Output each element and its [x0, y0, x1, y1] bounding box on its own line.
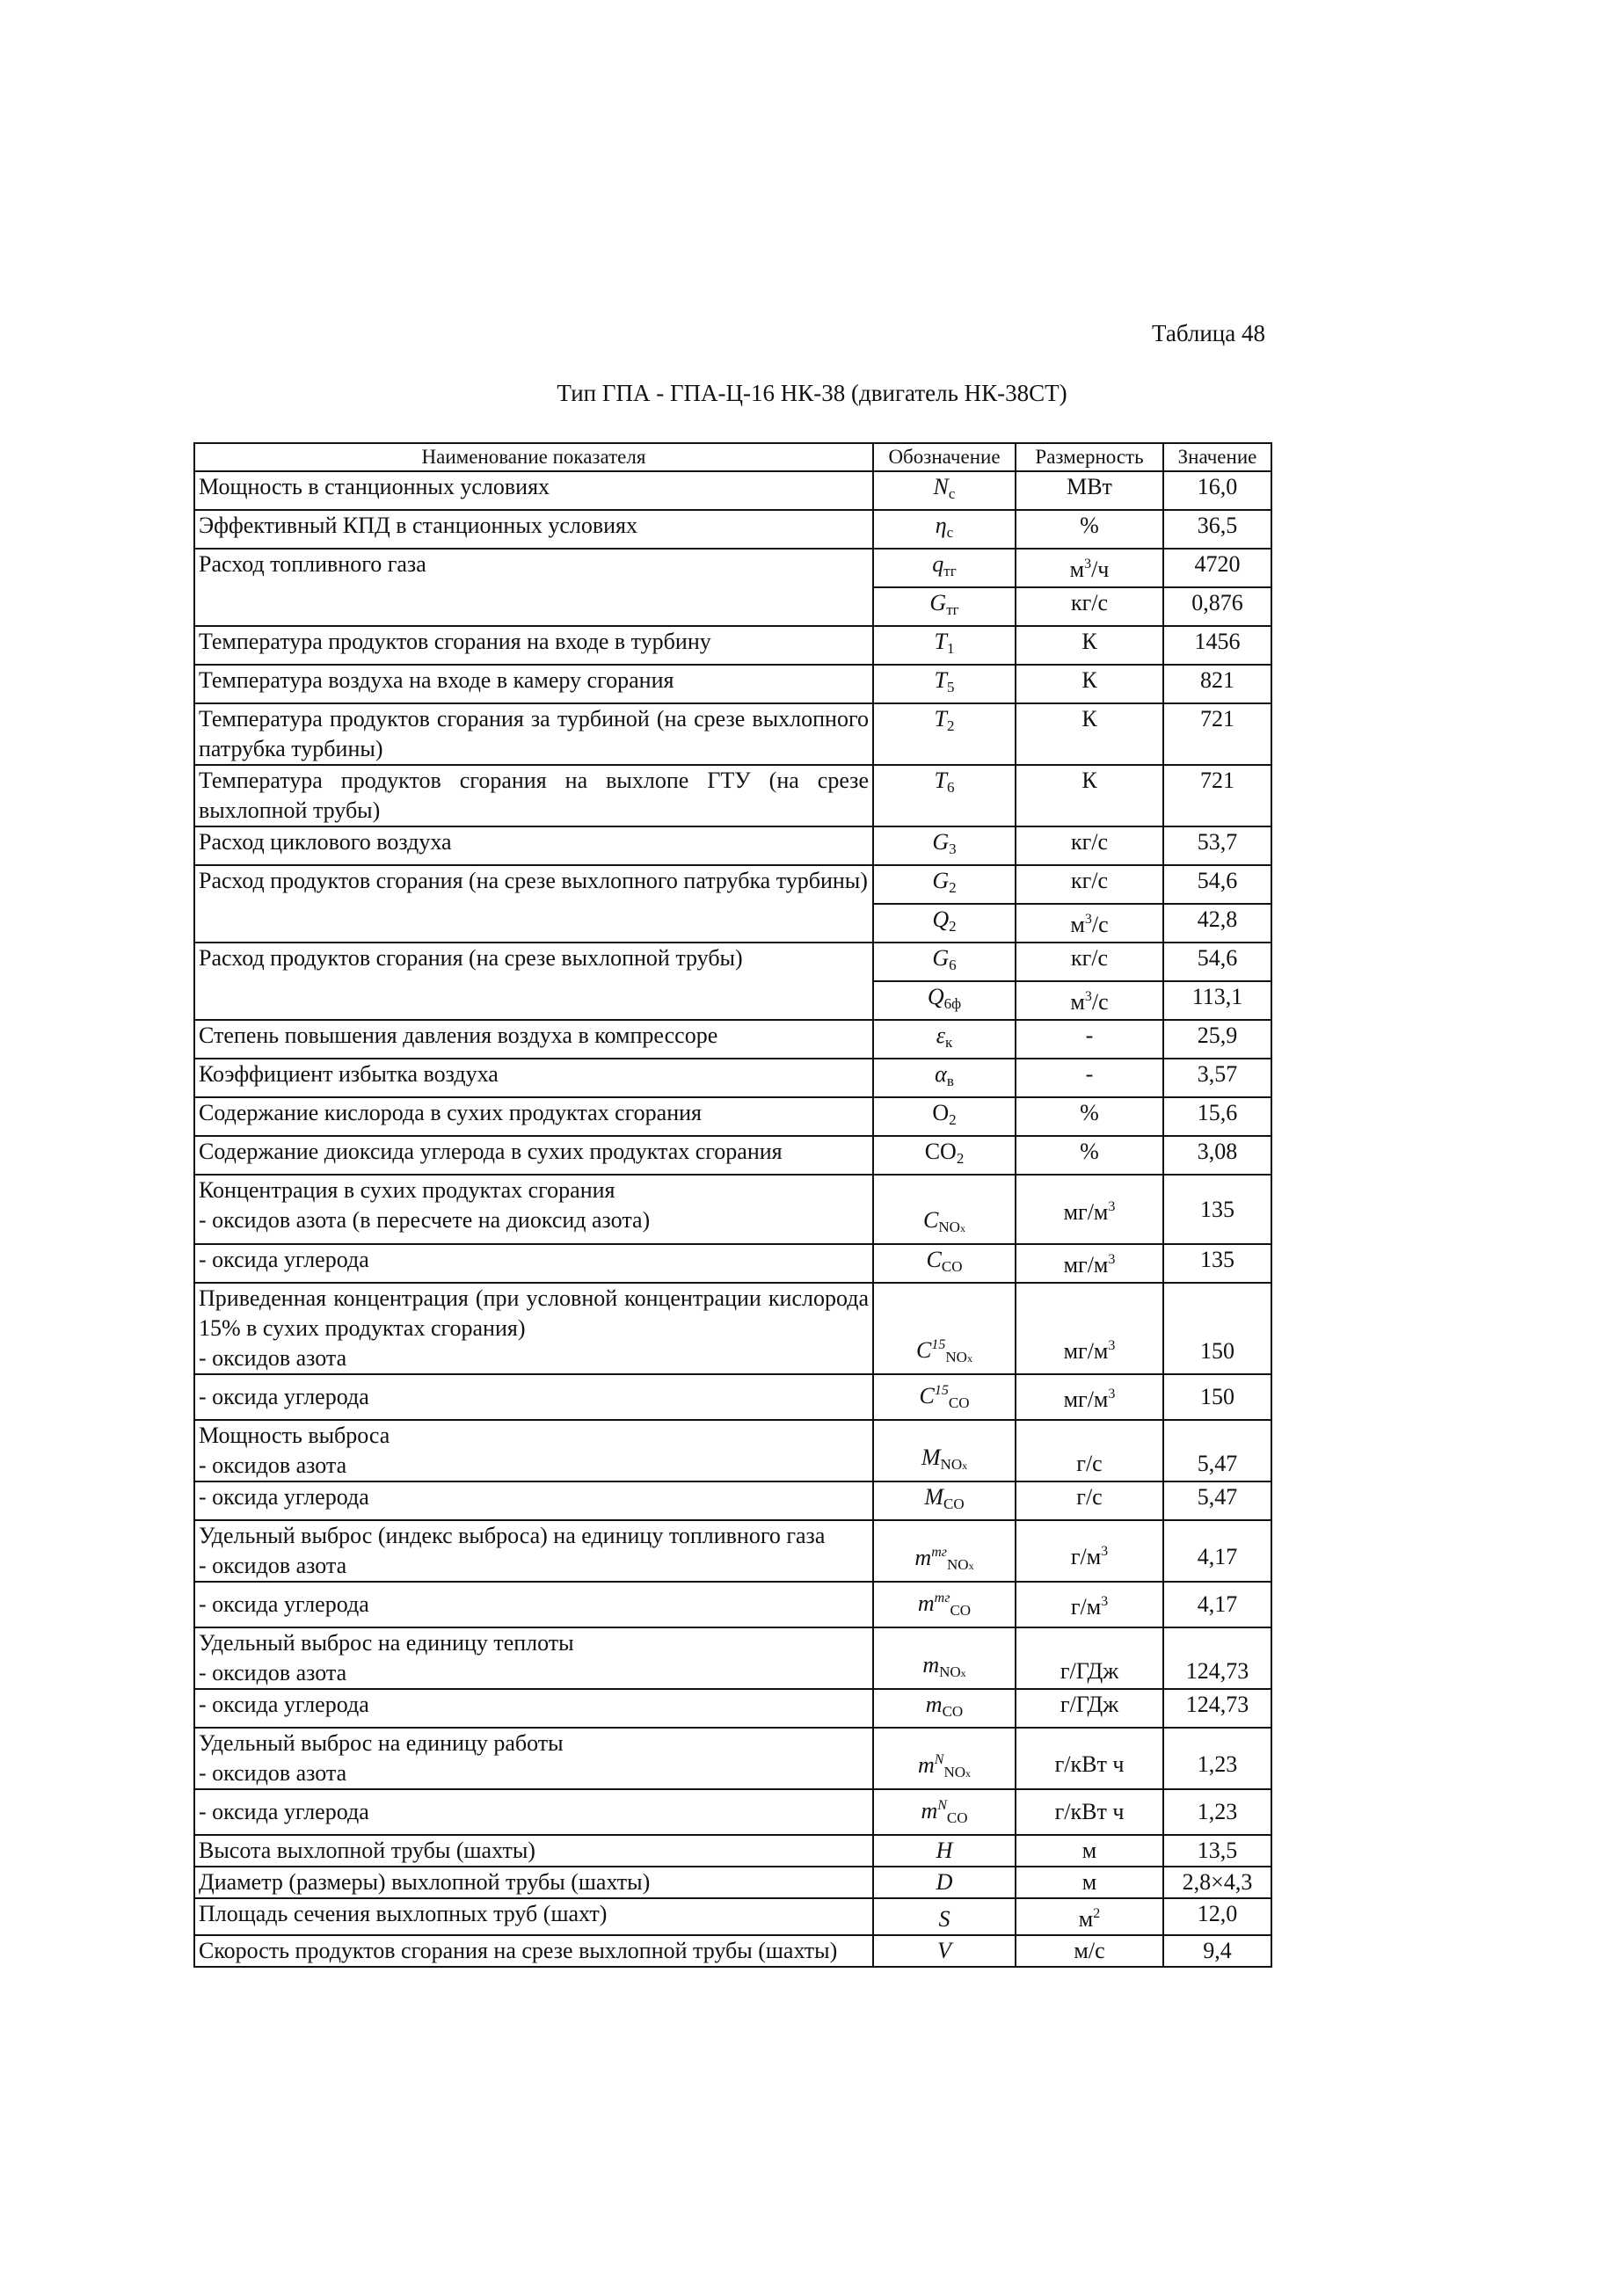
table-row — [194, 626, 1271, 665]
group-title: Концентрация в сухих продуктах сгорания — [199, 1177, 615, 1203]
row-symbol: $G_{тг}$ — [873, 587, 1016, 626]
row-value: 13,5 — [1163, 1835, 1271, 1867]
row-symbol: $Q_2$ — [873, 904, 1016, 943]
row-unit: $мг/м^3$ — [1016, 1175, 1163, 1244]
co-label: - оксида углерода — [194, 1582, 873, 1627]
row-unit: $м^3/ч$ — [1016, 549, 1163, 587]
row-name: Высота выхлопной трубы (шахты) — [194, 1835, 873, 1867]
table-header-row — [194, 443, 1271, 471]
row-unit: г/кВт ч — [1016, 1789, 1163, 1835]
row-symbol: $M_{CO}$ — [873, 1481, 1016, 1520]
row-value: 9,4 — [1163, 1935, 1271, 1967]
row-unit: кг/с — [1016, 826, 1163, 865]
row-name: Расход продуктов сгорания (на срезе выхлопного патрубка турбины) — [194, 865, 873, 943]
nox-label: - оксидов азота — [199, 1760, 347, 1786]
row-symbol: $T_5$ — [873, 665, 1016, 703]
table-row — [194, 1582, 1271, 1627]
co-label: - оксида углерода — [194, 1689, 873, 1728]
row-value: 821 — [1163, 665, 1271, 703]
table-row — [194, 1374, 1271, 1420]
row-symbol: $T_1$ — [873, 626, 1016, 665]
row-value: 12,0 — [1163, 1898, 1271, 1935]
row-name: Скорость продуктов сгорания на срезе выхлопной трубы (шахты) — [194, 1935, 873, 1967]
row-value: 0,876 — [1163, 587, 1271, 626]
row-unit: $г/м^3$ — [1016, 1520, 1163, 1582]
row-value: 1,23 — [1163, 1728, 1271, 1789]
row-unit: м/с — [1016, 1935, 1163, 1967]
row-value: 5,47 — [1163, 1481, 1271, 1520]
row-value: 16,0 — [1163, 471, 1271, 510]
table-number: Таблица 48 — [1152, 320, 1265, 346]
row-name: Мощность в станционных условиях — [194, 471, 873, 510]
row-unit: К — [1016, 765, 1163, 826]
row-symbol: $m_{NOx}$ — [873, 1627, 1016, 1689]
row-name: Эффективный КПД в станционных условиях — [194, 510, 873, 549]
row-symbol: $T_2$ — [873, 703, 1016, 765]
row-symbol: $\eta_c$ — [873, 510, 1016, 549]
row-value: 4,17 — [1163, 1520, 1271, 1582]
header-unit: Размерность — [1016, 443, 1163, 471]
row-unit: $мг/м^3$ — [1016, 1283, 1163, 1374]
row-unit: % — [1016, 1097, 1163, 1136]
table-row — [194, 1175, 1271, 1244]
row-symbol: $CO_2$ — [873, 1136, 1016, 1175]
row-name — [194, 1728, 873, 1789]
row-symbol: $O_2$ — [873, 1097, 1016, 1136]
table-row — [194, 1244, 1271, 1283]
row-unit: г/кВт ч — [1016, 1728, 1163, 1789]
row-value: 4720 — [1163, 549, 1271, 587]
row-value: 1456 — [1163, 626, 1271, 665]
parameters-table — [193, 442, 1272, 1968]
row-value: 5,47 — [1163, 1420, 1271, 1481]
row-unit: кг/с — [1016, 865, 1163, 904]
nox-label: - оксидов азота — [199, 1553, 347, 1578]
table-row — [194, 765, 1271, 826]
table-row — [194, 1283, 1271, 1374]
row-value: 15,6 — [1163, 1097, 1271, 1136]
row-value: 25,9 — [1163, 1020, 1271, 1059]
table-row — [194, 703, 1271, 765]
table-row — [194, 1481, 1271, 1520]
row-symbol: S — [873, 1898, 1016, 1935]
table-row — [194, 1835, 1271, 1867]
table-row — [194, 1020, 1271, 1059]
row-value: 113,1 — [1163, 981, 1271, 1020]
row-unit: К — [1016, 626, 1163, 665]
row-value: 124,73 — [1163, 1627, 1271, 1689]
row-value: 721 — [1163, 703, 1271, 765]
row-unit: г/ГДж — [1016, 1689, 1163, 1728]
row-name — [194, 1420, 873, 1481]
row-unit: г/с — [1016, 1420, 1163, 1481]
nox-label: - оксидов азота — [199, 1345, 347, 1371]
row-name: Расход топливного газа — [194, 549, 873, 626]
row-name: Температура продуктов сгорания за турбиной (на срезе выхлопного патрубка турбины) — [194, 703, 873, 765]
row-value: 54,6 — [1163, 943, 1271, 981]
row-value: 124,73 — [1163, 1689, 1271, 1728]
row-symbol: $m^{тг}_{NOx}$ — [873, 1520, 1016, 1582]
row-symbol: $M_{NOx}$ — [873, 1420, 1016, 1481]
row-value: 721 — [1163, 765, 1271, 826]
row-name: Коэффициент избытка воздуха — [194, 1059, 873, 1097]
row-value: 1,23 — [1163, 1789, 1271, 1835]
row-unit: - — [1016, 1059, 1163, 1097]
row-symbol: $Q_{6ф}$ — [873, 981, 1016, 1020]
table-row — [194, 943, 1271, 981]
co-label: - оксида углерода — [194, 1789, 873, 1835]
row-unit: - — [1016, 1020, 1163, 1059]
row-unit: $м^3/с$ — [1016, 904, 1163, 943]
row-name — [194, 1627, 873, 1689]
row-value: 150 — [1163, 1283, 1271, 1374]
row-name: Площадь сечения выхлопных труб (шахт) — [194, 1898, 873, 1935]
row-symbol: $q_{тг}$ — [873, 549, 1016, 587]
table-row — [194, 865, 1271, 904]
row-symbol: $C^{15}_{CO}$ — [873, 1374, 1016, 1420]
row-unit: кг/с — [1016, 587, 1163, 626]
row-name: Содержание диоксида углерода в сухих продуктах сгорания — [194, 1136, 873, 1175]
header-name: Наименование показателя — [194, 443, 873, 471]
row-unit: $мг/м^3$ — [1016, 1244, 1163, 1283]
table-row — [194, 1136, 1271, 1175]
row-name: Расход продуктов сгорания (на срезе выхлопной трубы) — [194, 943, 873, 1020]
row-unit: $г/м^3$ — [1016, 1582, 1163, 1627]
table-row — [194, 1420, 1271, 1481]
row-symbol: $C^{15}_{NOx}$ — [873, 1283, 1016, 1374]
row-unit: $м^3/с$ — [1016, 981, 1163, 1020]
row-value: 135 — [1163, 1244, 1271, 1283]
table-row — [194, 1520, 1271, 1582]
group-title: Приведенная концентрация (при условной концентрации кислорода 15% в сухих продуктах сгорания) — [199, 1285, 869, 1341]
row-symbol: $m^{тг}_{CO}$ — [873, 1582, 1016, 1627]
table-row — [194, 1059, 1271, 1097]
row-unit: % — [1016, 510, 1163, 549]
table-row — [194, 1097, 1271, 1136]
row-name: Степень повышения давления воздуха в компрессоре — [194, 1020, 873, 1059]
table-row — [194, 665, 1271, 703]
table-row — [194, 471, 1271, 510]
row-value: 53,7 — [1163, 826, 1271, 865]
group-title: Удельный выброс на единицу теплоты — [199, 1630, 574, 1656]
co-label: - оксида углерода — [194, 1481, 873, 1520]
header-symbol: Обозначение — [873, 443, 1016, 471]
header-value: Значение — [1163, 443, 1271, 471]
row-symbol: $C_{CO}$ — [873, 1244, 1016, 1283]
row-unit: К — [1016, 703, 1163, 765]
row-value: 54,6 — [1163, 865, 1271, 904]
row-unit: % — [1016, 1136, 1163, 1175]
table-row — [194, 1627, 1271, 1689]
table-row — [194, 1867, 1271, 1898]
row-symbol: H — [873, 1835, 1016, 1867]
row-value: 42,8 — [1163, 904, 1271, 943]
row-value: 3,57 — [1163, 1059, 1271, 1097]
row-symbol: $G_2$ — [873, 865, 1016, 904]
row-value: 135 — [1163, 1175, 1271, 1244]
group-title: Удельный выброс (индекс выброса) на единицу топливного газа — [199, 1523, 826, 1548]
row-name — [194, 1283, 873, 1374]
row-symbol: D — [873, 1867, 1016, 1898]
row-symbol: $C_{NOx}$ — [873, 1175, 1016, 1244]
table-row — [194, 1898, 1271, 1935]
table-row — [194, 1789, 1271, 1835]
row-name: Расход циклового воздуха — [194, 826, 873, 865]
row-unit: $мг/м^3$ — [1016, 1374, 1163, 1420]
row-name: Температура продуктов сгорания на входе в турбину — [194, 626, 873, 665]
row-unit: $м^2$ — [1016, 1898, 1163, 1935]
row-name — [194, 1175, 873, 1244]
table-row — [194, 510, 1271, 549]
row-name — [194, 1520, 873, 1582]
row-name: Диаметр (размеры) выхлопной трубы (шахты) — [194, 1867, 873, 1898]
row-name: Температура продуктов сгорания на выхлопе ГТУ (на срезе выхлопной трубы) — [194, 765, 873, 826]
row-unit: м — [1016, 1867, 1163, 1898]
row-unit: м — [1016, 1835, 1163, 1867]
row-name: Содержание кислорода в сухих продуктах сгорания — [194, 1097, 873, 1136]
row-value: 4,17 — [1163, 1582, 1271, 1627]
row-unit: К — [1016, 665, 1163, 703]
row-unit: г/с — [1016, 1481, 1163, 1520]
row-unit: МВт — [1016, 471, 1163, 510]
row-value: 2,8×4,3 — [1163, 1867, 1271, 1898]
table-row — [194, 1935, 1271, 1967]
row-symbol: $N_c$ — [873, 471, 1016, 510]
nox-label: - оксидов азота (в пересчете на диоксид азота) — [199, 1207, 651, 1233]
row-name: Температура воздуха на входе в камеру сгорания — [194, 665, 873, 703]
group-title: Удельный выброс на единицу работы — [199, 1730, 564, 1756]
co-label: - оксида углерода — [194, 1244, 873, 1283]
row-symbol: $G_3$ — [873, 826, 1016, 865]
row-unit: кг/с — [1016, 943, 1163, 981]
row-symbol: $m^N_{CO}$ — [873, 1789, 1016, 1835]
table-caption: Тип ГПА - ГПА-Ц-16 НК-38 (двигатель НК-38СТ) — [557, 380, 1067, 406]
row-value: 36,5 — [1163, 510, 1271, 549]
table-row — [194, 549, 1271, 587]
row-value: 150 — [1163, 1374, 1271, 1420]
row-symbol: $\varepsilon_к$ — [873, 1020, 1016, 1059]
group-title: Мощность выброса — [199, 1423, 390, 1448]
row-value: 3,08 — [1163, 1136, 1271, 1175]
row-symbol: $G_6$ — [873, 943, 1016, 981]
row-symbol: $m_{CO}$ — [873, 1689, 1016, 1728]
row-symbol: $\alpha_в$ — [873, 1059, 1016, 1097]
row-unit: г/ГДж — [1016, 1627, 1163, 1689]
row-symbol: V — [873, 1935, 1016, 1967]
co-label: - оксида углерода — [194, 1374, 873, 1420]
nox-label: - оксидов азота — [199, 1660, 347, 1685]
table-row — [194, 826, 1271, 865]
nox-label: - оксидов азота — [199, 1452, 347, 1478]
table-row — [194, 1689, 1271, 1728]
row-symbol: $m^N_{NOx}$ — [873, 1728, 1016, 1789]
row-symbol: $T_6$ — [873, 765, 1016, 826]
table-row — [194, 1728, 1271, 1789]
